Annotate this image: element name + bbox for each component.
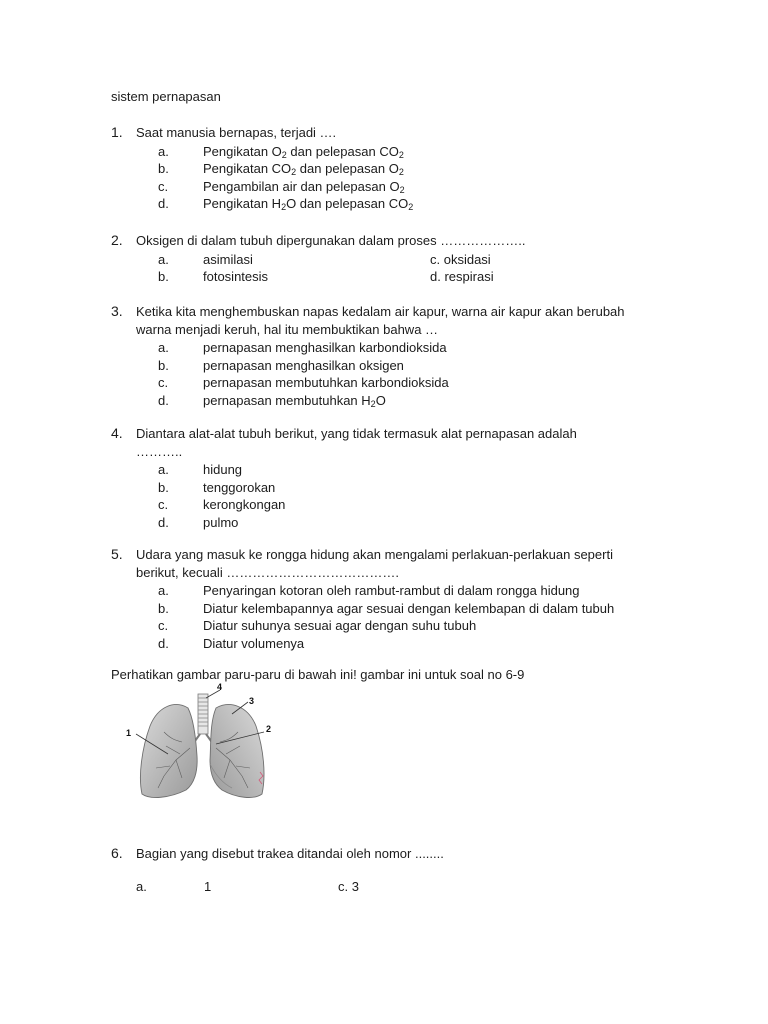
subscript: 2 xyxy=(370,398,376,409)
question-text-line-2: berikut, kecuali …………………………………. xyxy=(136,564,399,580)
question-3 xyxy=(111,303,671,409)
option-letter: a. xyxy=(158,462,169,477)
option-a-text: 1 xyxy=(204,879,212,894)
question-number: 5. xyxy=(111,546,123,562)
option-b xyxy=(158,357,671,375)
question-text-line-1: Udara yang masuk ke rongga hidung akan mengalami perlakuan-perlakuan seperti xyxy=(136,547,613,562)
option-letter: c. xyxy=(158,497,169,512)
subscript: 2 xyxy=(281,202,287,212)
option-text-right: d. respirasi xyxy=(430,269,494,284)
question-text: Oksigen di dalam tubuh dipergunakan dalam proses ……………….. xyxy=(136,233,526,248)
question-6-options xyxy=(136,879,536,897)
option-text-part: Pengambilan air dan pelepasan O xyxy=(203,178,400,194)
option-c xyxy=(158,617,671,635)
figure-intro: Perhatikan gambar paru-paru di bawah ini! gambar ini untuk soal no 6-9 xyxy=(111,667,525,682)
option-c-text: c. 3 xyxy=(338,879,359,894)
question-number: 1. xyxy=(111,124,123,140)
options-list xyxy=(158,339,671,409)
subscript: 2 xyxy=(281,149,287,160)
option-text: pernapasan menghasilkan oksigen xyxy=(203,357,404,373)
question-1 xyxy=(111,124,671,213)
question-text-line-1: Ketika kita menghembuskan napas kedalam air kapur, warna air kapur akan berubah xyxy=(136,304,625,319)
option-c xyxy=(158,374,671,392)
question-2 xyxy=(111,232,671,286)
option-letter: b. xyxy=(158,479,169,495)
option-letter: b. xyxy=(158,269,169,284)
option-text: pernapasan menghasilkan karbondioksida xyxy=(203,340,447,355)
option-letter: a. xyxy=(158,251,169,267)
option-letter: d. xyxy=(158,514,169,530)
option-text xyxy=(203,195,413,213)
option-letter: b. xyxy=(158,161,169,176)
question-4 xyxy=(111,425,671,531)
subscript: 2 xyxy=(399,184,405,195)
option-text xyxy=(203,143,404,161)
question-5 xyxy=(111,546,671,652)
figure-label-2: 2 xyxy=(266,724,272,734)
figure-label-3: 3 xyxy=(249,696,255,706)
option-row-a-c xyxy=(158,251,671,269)
option-letter: a. xyxy=(158,340,169,355)
question-text-line-2: warna menjadi keruh, hal itu membuktikan bahwa … xyxy=(136,321,439,337)
subscript: 2 xyxy=(408,202,414,212)
figure-label-4: 4 xyxy=(217,682,223,692)
option-d xyxy=(158,514,671,532)
option-text-part: Pengikatan H xyxy=(203,196,282,211)
option-text: kerongkongan xyxy=(203,497,286,512)
lungs-figure xyxy=(120,680,280,808)
option-b xyxy=(158,160,671,178)
option-a xyxy=(158,461,671,479)
option-letter: c. xyxy=(158,375,169,390)
option-text: tenggorokan xyxy=(203,479,276,495)
option-letter: a. xyxy=(158,143,169,159)
options-list xyxy=(158,582,671,652)
option-d xyxy=(158,635,671,653)
figure-label-1: 1 xyxy=(126,728,132,738)
option-letter: d. xyxy=(158,635,169,651)
option-text: fotosintesis xyxy=(203,269,269,284)
option-letter: a. xyxy=(136,879,147,894)
question-6 xyxy=(111,845,671,863)
option-text xyxy=(203,160,404,178)
option-text: Diatur kelembapannya agar sesuai dengan kelembapan di dalam tubuh xyxy=(203,600,615,616)
options-list xyxy=(158,143,671,213)
option-text: hidung xyxy=(203,462,243,477)
options-list xyxy=(158,251,671,286)
subscript: 2 xyxy=(398,167,404,177)
option-row-b-d xyxy=(158,268,671,286)
question-text: Saat manusia bernapas, terjadi …. xyxy=(136,125,337,140)
option-b xyxy=(158,479,671,497)
option-letter: b. xyxy=(158,600,169,616)
option-text-part: dan pelepasan CO xyxy=(286,143,399,159)
option-text: Penyaringan kotoran oleh rambut-rambut di dalam rongga hidung xyxy=(203,583,580,598)
options-list xyxy=(158,461,671,531)
option-a xyxy=(158,143,671,161)
option-letter: c. xyxy=(158,178,169,194)
option-text-part: pernapasan membutuhkan H xyxy=(203,392,371,408)
option-text: pulmo xyxy=(203,514,239,530)
option-text xyxy=(203,392,386,410)
option-text-part: Pengikatan O xyxy=(203,143,282,159)
option-d xyxy=(158,392,671,410)
option-text: Diatur volumenya xyxy=(203,635,305,651)
option-text: pernapasan membutuhkan karbondioksida xyxy=(203,375,449,390)
question-text-line-1: Diantara alat-alat tubuh berikut, yang tidak termasuk alat pernapasan adalah xyxy=(136,426,577,441)
option-text: Diatur suhunya sesuai agar dengan suhu tubuh xyxy=(203,618,477,633)
subscript: 2 xyxy=(291,167,297,177)
option-letter: d. xyxy=(158,392,169,408)
question-number: 3. xyxy=(111,303,123,319)
option-text-right: c. oksidasi xyxy=(430,251,491,267)
option-a xyxy=(158,339,671,357)
question-number: 6. xyxy=(111,845,123,861)
option-c xyxy=(158,178,671,196)
option-letter: d. xyxy=(158,196,169,211)
question-text: Bagian yang disebut trakea ditandai oleh nomor ........ xyxy=(136,846,444,861)
page-title: sistem pernapasan xyxy=(111,89,221,104)
option-text-part: Pengikatan CO xyxy=(203,161,292,176)
option-letter: a. xyxy=(158,583,169,598)
subscript: 2 xyxy=(398,149,404,160)
question-text-line-2: ……….. xyxy=(136,443,183,459)
option-letter: b. xyxy=(158,357,169,373)
question-number: 4. xyxy=(111,425,123,441)
option-d xyxy=(158,195,671,213)
question-number: 2. xyxy=(111,232,123,248)
option-text: asimilasi xyxy=(203,251,253,267)
left-lung-shape xyxy=(140,705,197,798)
option-text xyxy=(203,178,405,196)
option-c xyxy=(158,496,671,514)
option-b xyxy=(158,600,671,618)
option-text-part: O dan pelepasan CO xyxy=(286,196,409,211)
right-lung-shape xyxy=(210,705,264,798)
option-text-part: dan pelepasan O xyxy=(296,161,399,176)
option-letter: c. xyxy=(158,618,169,633)
option-a xyxy=(158,582,671,600)
option-text-part: O xyxy=(375,392,386,408)
